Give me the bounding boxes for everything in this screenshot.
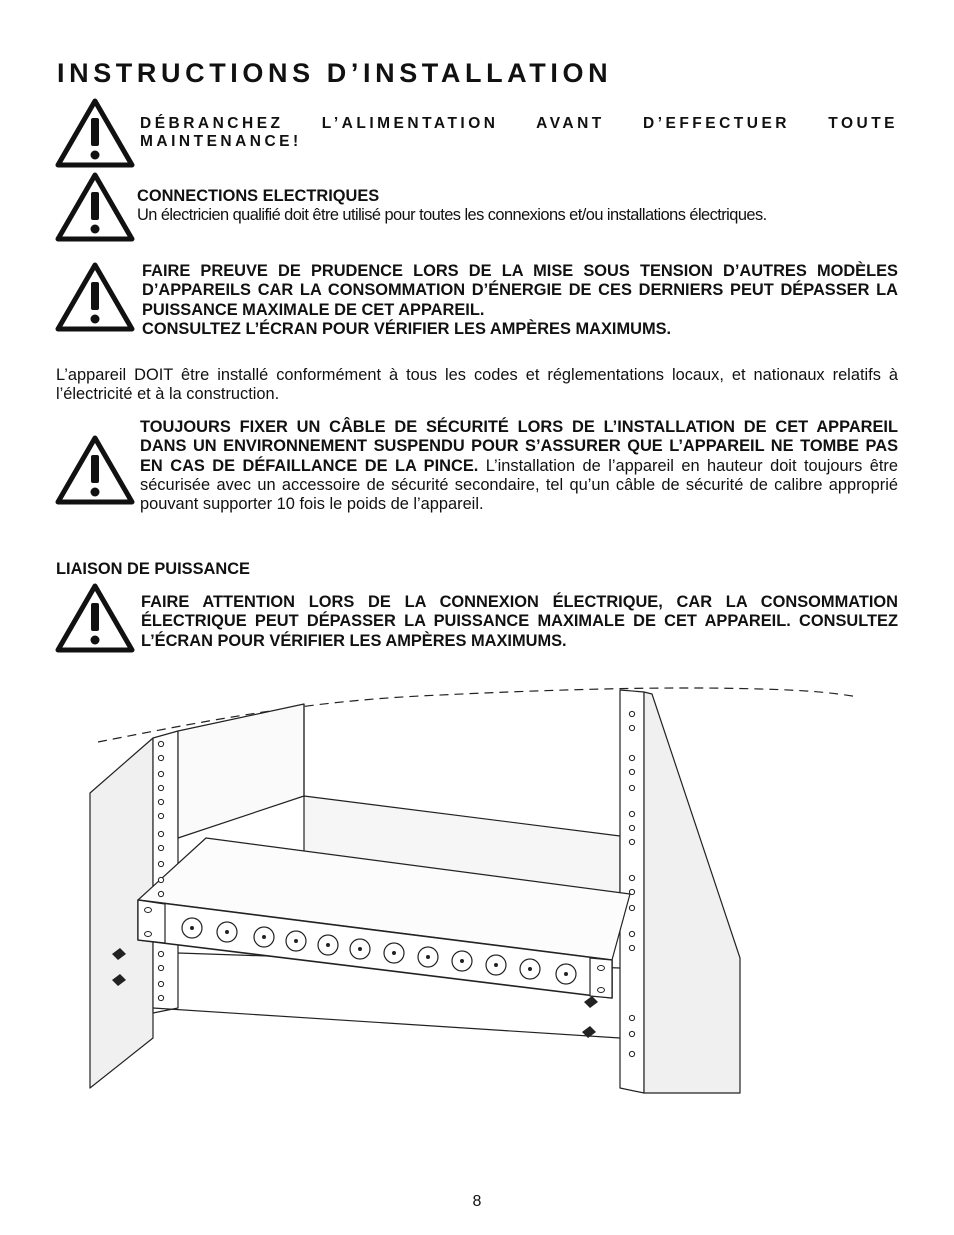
safety-cable-text [140,418,898,514]
safety-cable-detail: L’installation de l’appareil en hauteur doit toujours être sécurisée avec un accessoire de sécurité secondaire, tel qu’un câble de sécurité de calibre approprié pouvant supporter 10 fois le poids de l’appareil. [140,456,898,514]
warning-triangle-icon [55,435,135,505]
install-compliance-paragraph: L’appareil DOIT être installé conformément à tous les codes et réglementations locaux, et nationaux relatifs à l’électricité et à la construction. [56,366,898,404]
warning-triangle-icon [55,172,135,242]
safety-cable-bold: TOUJOURS FIXER UN CÂBLE DE SÉCURITÉ LORS DE L’INSTALLATION DE CET APPAREIL DANS UN ENVIRONNEMENT SUSPENDU POUR S’ASSURER QUE L’APPAREIL NE TOMBE PAS EN CAS DE DÉFAILLANCE DE LA PINCE. [140,418,898,475]
power-caution-check: CONSULTEZ L’ÉCRAN POUR VÉRIFIER LES AMPÈRES MAXIMUMS. [142,319,672,338]
warning-unplug-line1: DÉBRANCHEZ L’ALIMENTATION AVANT D’EFFECTUER TOUTE [140,115,898,132]
warning-triangle-icon [55,262,135,332]
power-caution-line: FAIRE PREUVE DE PRUDENCE LORS DE LA MISE SOUS TENSION D’AUTRES MODÈLES D’APPAREILS CAR LA CONSOMMATION D’ÉNERGIE DE CES DERNIERS PEUT DÉPASSER LA PUISSANCE MAXIMALE DE CET APPAREIL. [142,262,898,319]
page-number: 8 [472,1193,482,1210]
power-link-text: FAIRE ATTENTION LORS DE LA CONNEXION ÉLECTRIQUE, CAR LA CONSOMMATION ÉLECTRIQUE PEUT DÉPASSER LA PUISSANCE MAXIMALE DE CET APPAREIL. CONSULTEZ L’ÉCRAN POUR VÉRIFIER LES AMPÈRES MAXIMUMS. [141,593,898,650]
rack-drawing [60,678,940,1108]
warning-triangle-icon [55,583,135,653]
electrical-connections-heading: CONNECTIONS ELECTRIQUES [137,187,380,205]
rack-mount-illustration [60,678,940,1108]
power-caution-text [142,262,898,339]
electrical-connections-text: Un électricien qualifié doit être utilisé pour toutes les connexions et/ou installations électriques. [137,206,767,224]
warning-unplug-line2: MAINTENANCE! [140,133,302,150]
warning-triangle-icon [55,98,135,168]
page-title: INSTRUCTIONS D’INSTALLATION [57,58,613,88]
power-link-heading: LIAISON DE PUISSANCE [56,560,250,578]
